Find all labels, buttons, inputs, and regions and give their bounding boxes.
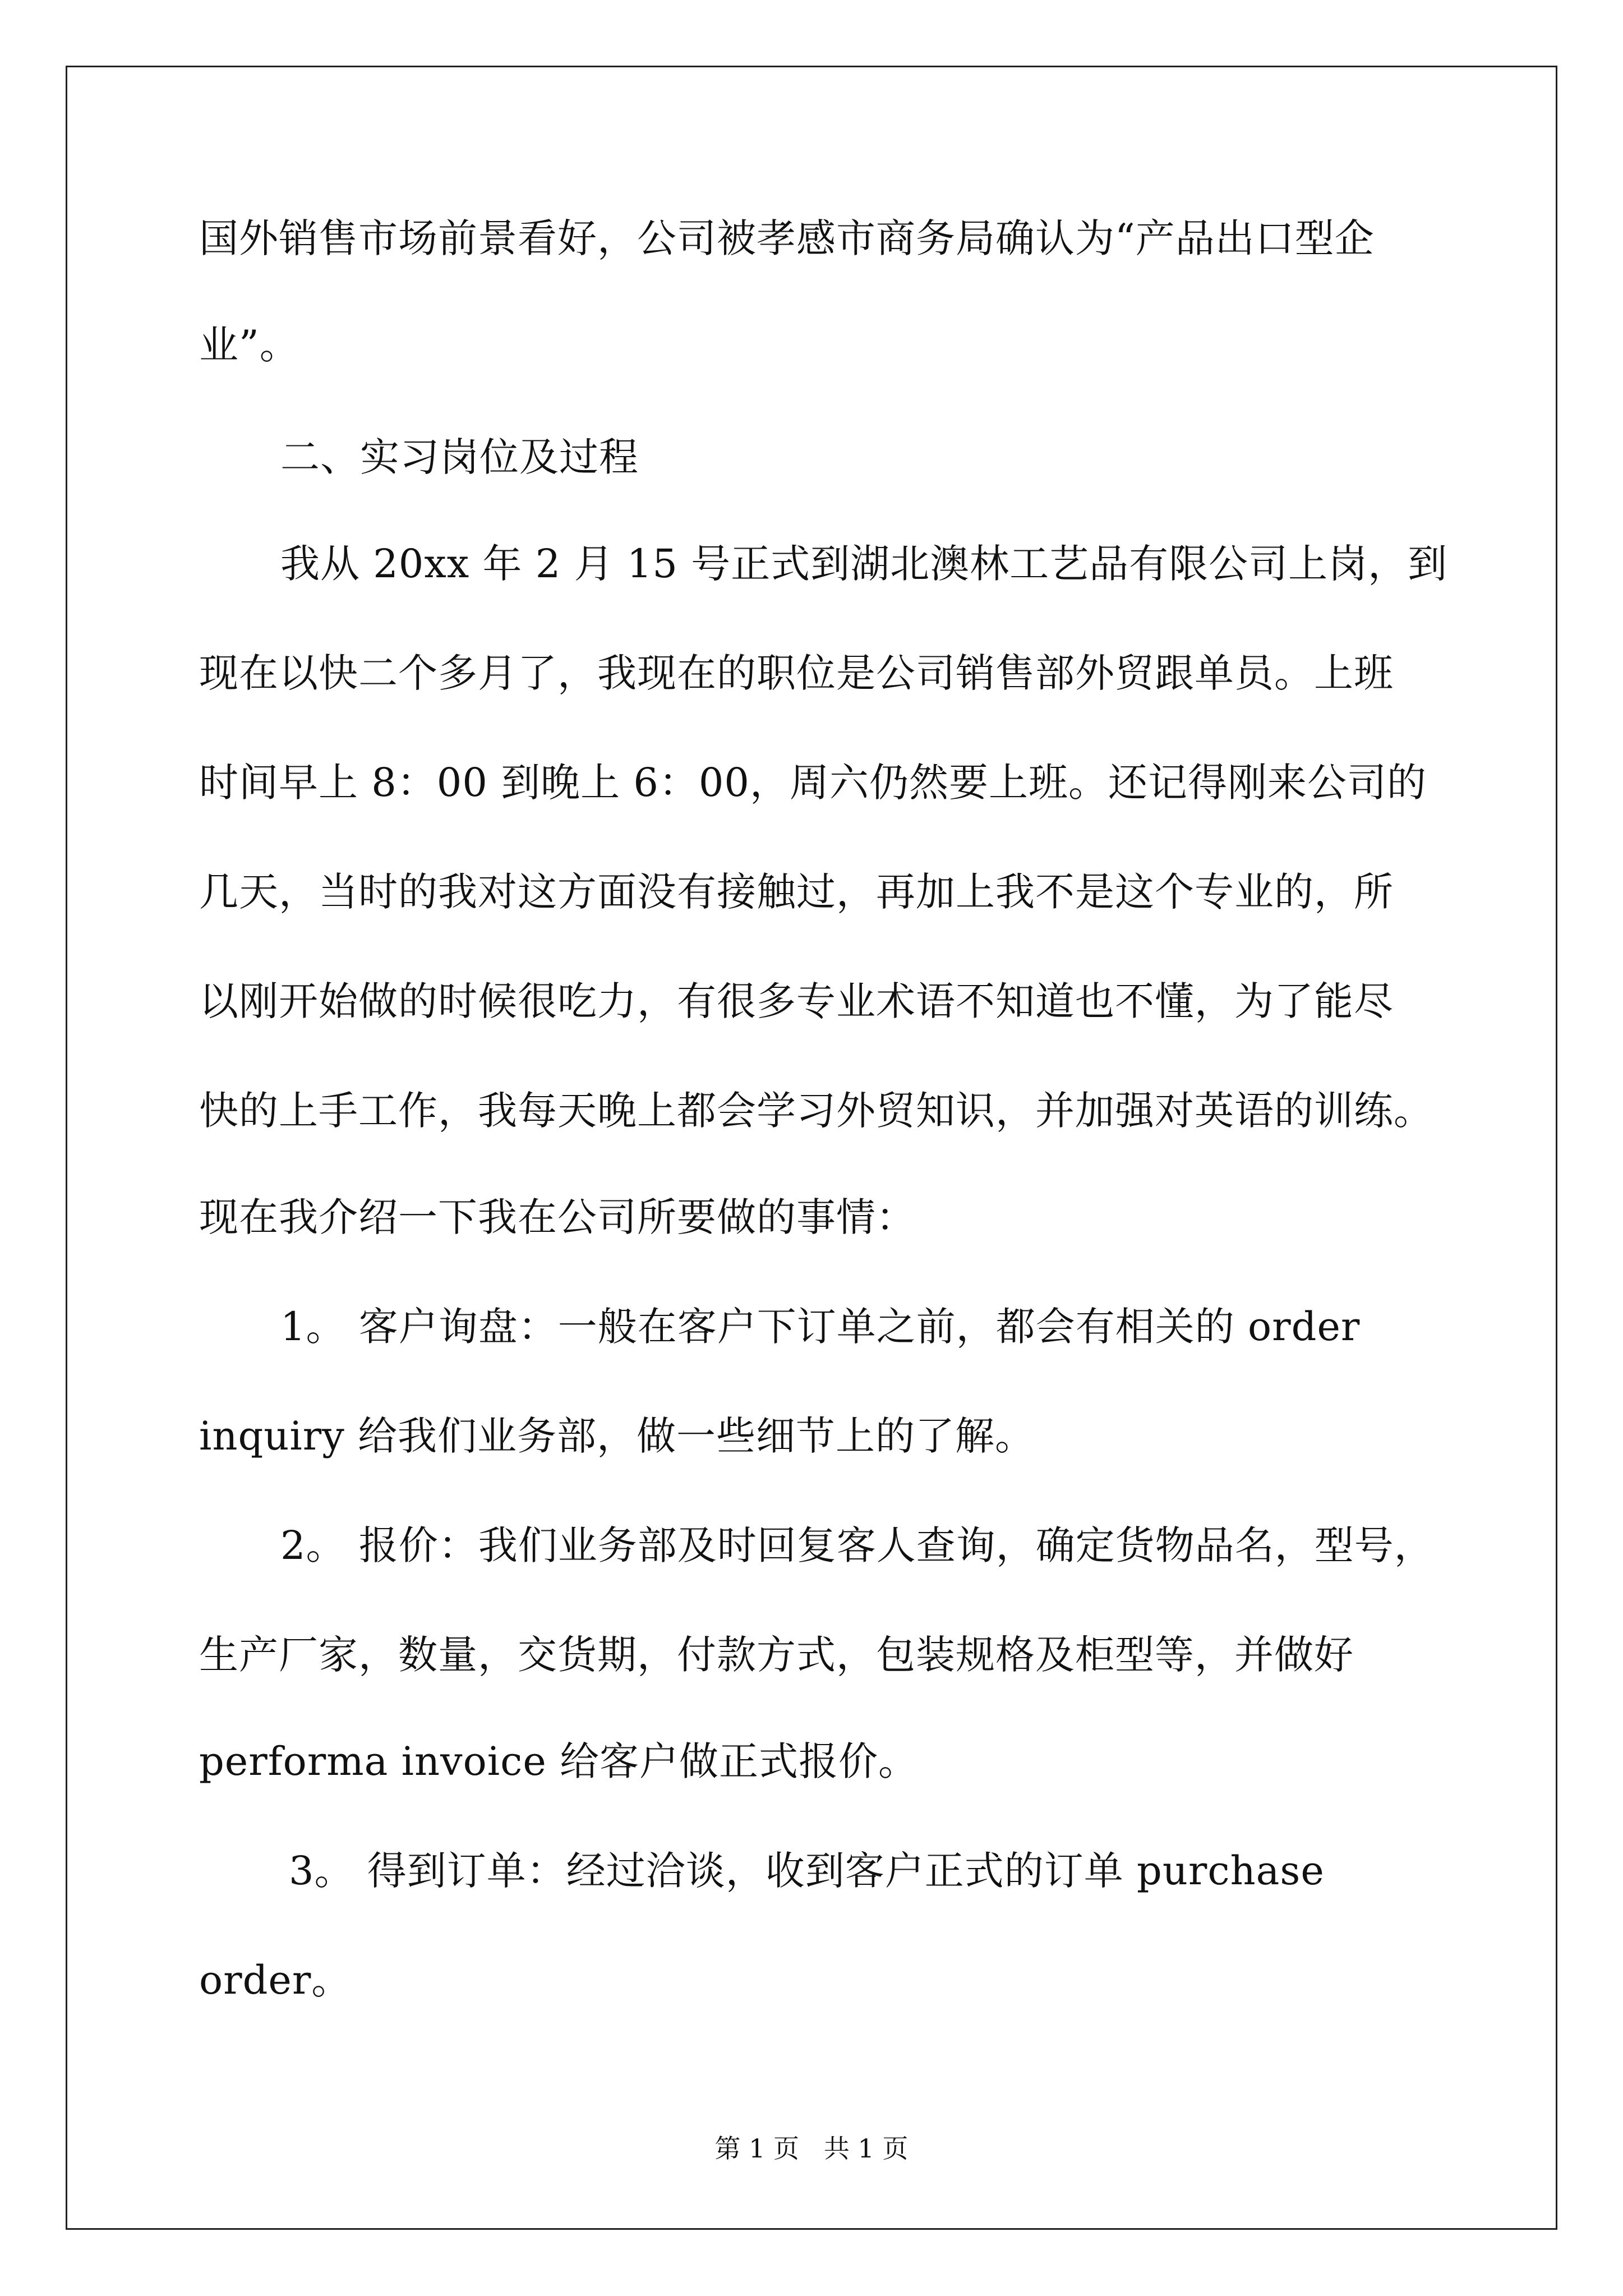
list-item-line: order。 xyxy=(199,1957,352,2003)
page-border xyxy=(66,66,1557,2230)
paragraph-line: 几天，当时的我对这方面没有接触过，再加上我不是这个专业的，所 xyxy=(199,869,1394,915)
paragraph-line: 现在我介绍一下我在公司所要做的事情： xyxy=(199,1194,916,1240)
list-item-line: 3。 得到订单：经过洽谈，收到客户正式的订单 purchase xyxy=(289,1848,1325,1894)
page-footer: 第 1 页 共 1 页 xyxy=(714,2133,909,2164)
paragraph-line: 国外销售市场前景看好，公司被孝感市商务局确认为“产品出口型企 xyxy=(199,215,1375,261)
paragraph-line: 业”。 xyxy=(199,322,299,368)
list-item-line: 生产厂家，数量，交货期，付款方式，包装规格及柜型等，并做好 xyxy=(199,1632,1354,1678)
list-item-line: performa invoice 给客户做正式报价。 xyxy=(199,1738,919,1784)
list-item-line: 2。 报价：我们业务部及时回复客人查询，确定货物品名，型号， xyxy=(280,1522,1434,1568)
paragraph-line: 时间早上 8：00 到晚上 6：00，周六仍然要上班。还记得刚来公司的 xyxy=(199,760,1427,806)
paragraph-line: 以刚开始做的时候很吃力，有很多专业术语不知道也不懂，为了能尽 xyxy=(199,978,1394,1024)
list-item-line: 1。 客户询盘：一般在客户下订单之前，都会有相关的 order xyxy=(280,1304,1361,1350)
section-heading: 二、实习岗位及过程 xyxy=(280,434,639,480)
paragraph-line: 快的上手工作，我每天晚上都会学习外贸知识，并加强对英语的训练。 xyxy=(199,1088,1433,1134)
paragraph-line: 现在以快二个多月了，我现在的职位是公司销售部外贸跟单员。上班 xyxy=(199,650,1394,696)
list-item-line: inquiry 给我们业务部，做一些细节上的了解。 xyxy=(199,1413,1035,1459)
paragraph-line: 我从 20xx 年 2 月 15 号正式到湖北澳林工艺品有限公司上岗，到 xyxy=(280,541,1448,587)
